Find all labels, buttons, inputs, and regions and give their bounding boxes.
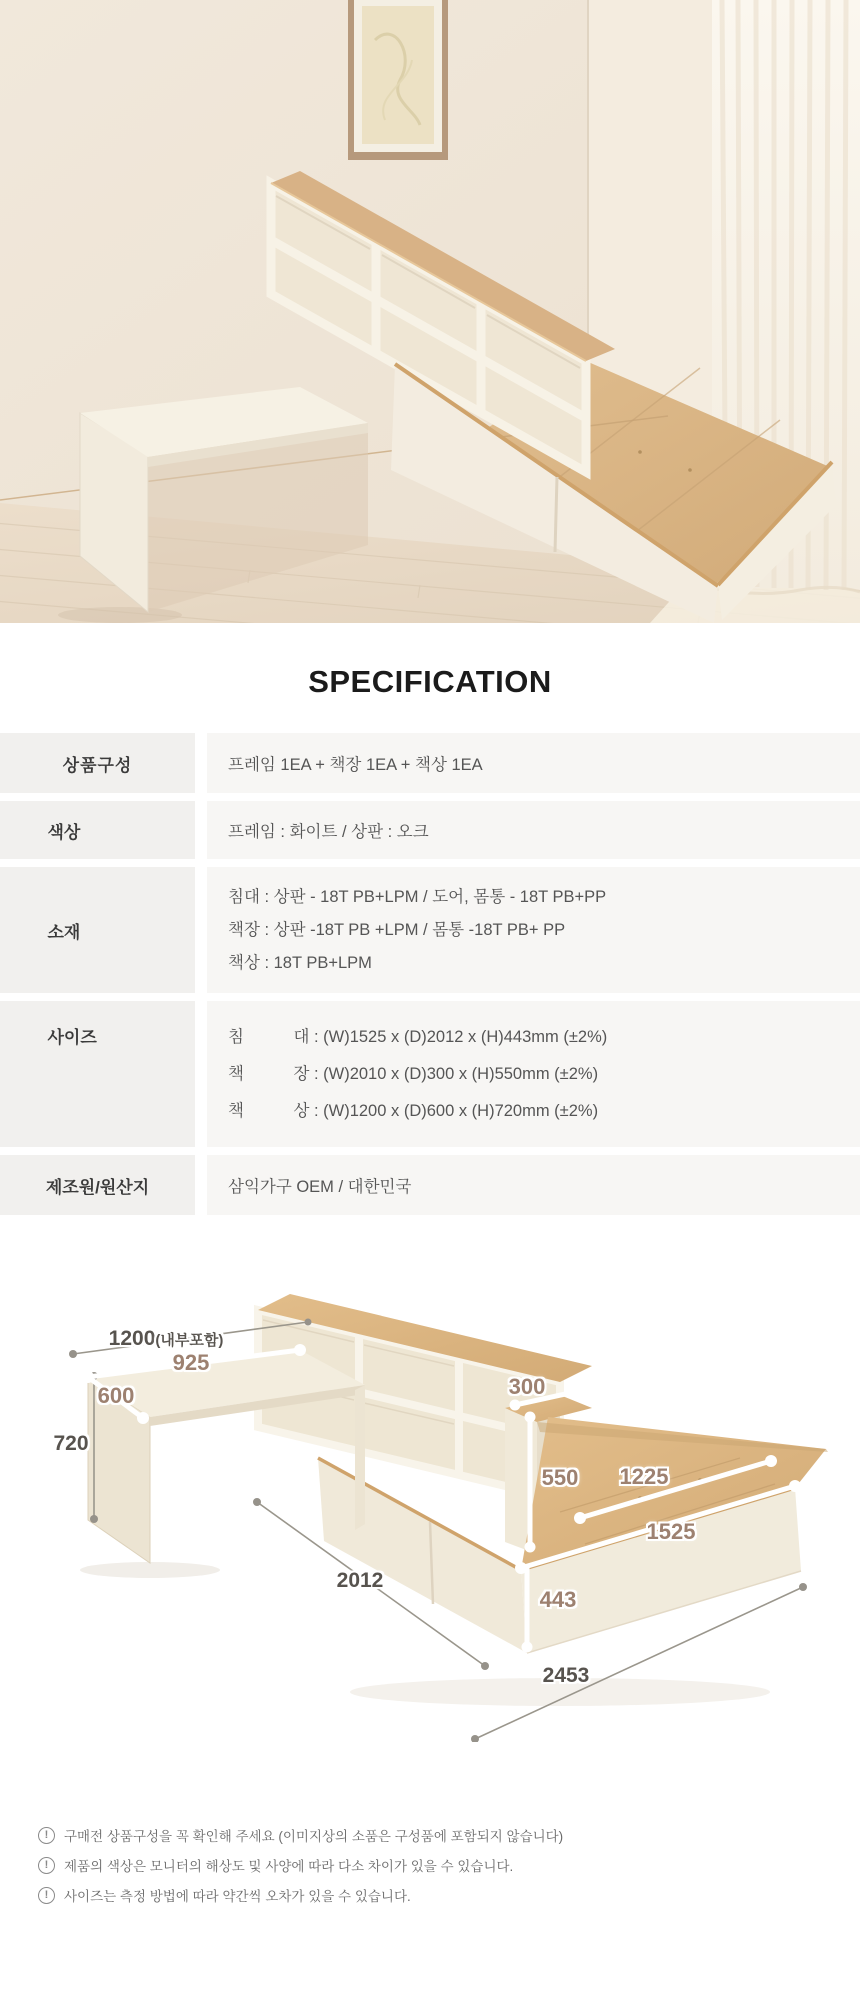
spec-value-size: 침 대 : (W)1525 x (D)2012 x (H)443mm (±2%) 책 장 : (W)2010 x (D)300 x (H)550mm (±2%) 책 상 : (W)1200 x (D)600 x (H)720mm (±2%) (207, 1001, 860, 1147)
dim-label-1525: 1525 (646, 1519, 696, 1544)
note-line (38, 1850, 563, 1880)
product-photo (0, 0, 860, 623)
dim-label-925: 925 (172, 1350, 210, 1375)
note-line (38, 1880, 563, 1910)
spec-row-manufacturer (0, 1155, 860, 1215)
spec-label-material: 소재 (0, 867, 195, 993)
spec-label-color: 색상 (0, 801, 195, 859)
purchase-notes (38, 1820, 563, 1910)
diagram-shadow-desk (80, 1562, 220, 1578)
dim-label-443: 443 (539, 1587, 577, 1612)
spec-row-composition (0, 733, 860, 793)
dim-label-300: 300 (508, 1374, 546, 1399)
dimension-diagram (0, 1262, 860, 1742)
spec-label-manufacturer: 제조원/원산지 (0, 1155, 195, 1215)
spec-table (0, 733, 860, 1223)
dim-label-550: 550 (541, 1465, 579, 1490)
dim-label-600: 600 (97, 1383, 135, 1408)
spec-label-size: 사이즈 (0, 1001, 195, 1147)
info-exclamation-icon: ! (38, 1827, 55, 1844)
dim-label-2453: 2453 (542, 1664, 590, 1687)
spec-title: SPECIFICATION (308, 664, 552, 699)
spec-row-material (0, 867, 860, 993)
product-photo-scene (0, 0, 860, 623)
dim-label-720: 720 (53, 1432, 89, 1455)
info-exclamation-icon: ! (38, 1887, 55, 1904)
note-text: 제품의 색상은 모니터의 해상도 및 사양에 따라 다소 차이가 있을 수 있습니다. (64, 1859, 514, 1874)
dim-label-1200: 1200(내부포함) (108, 1327, 224, 1350)
spec-value-material: 침대 : 상판 - 18T PB+LPM / 도어, 몸통 - 18T PB+PP 책장 : 상판 -18T PB +LPM / 몸통 -18T PB+ PP 책상 : 18T PB+LPM (207, 867, 860, 993)
note-text: 사이즈는 측정 방법에 따라 약간씩 오차가 있을 수 있습니다. (64, 1889, 411, 1904)
info-exclamation-icon: ! (38, 1857, 55, 1874)
note-line (38, 1820, 563, 1850)
wall-art-frame (348, 0, 448, 160)
dim-label-1225: 1225 (619, 1464, 669, 1489)
note-text: 구매전 상품구성을 꼭 확인해 주세요 (이미지상의 소품은 구성품에 포함되지 않습니다) (64, 1829, 564, 1844)
spec-value-manufacturer: 삼익가구 OEM / 대한민국 (207, 1155, 860, 1215)
dim-label-2012: 2012 (336, 1569, 384, 1592)
spec-value-composition: 프레임 1EA + 책장 1EA + 책상 1EA (207, 733, 860, 793)
spec-value-color: 프레임 : 화이트 / 상판 : 오크 (207, 801, 860, 859)
spec-label-composition: 상품구성 (0, 733, 195, 793)
spec-row-size (0, 1001, 860, 1147)
spec-row-color (0, 801, 860, 859)
